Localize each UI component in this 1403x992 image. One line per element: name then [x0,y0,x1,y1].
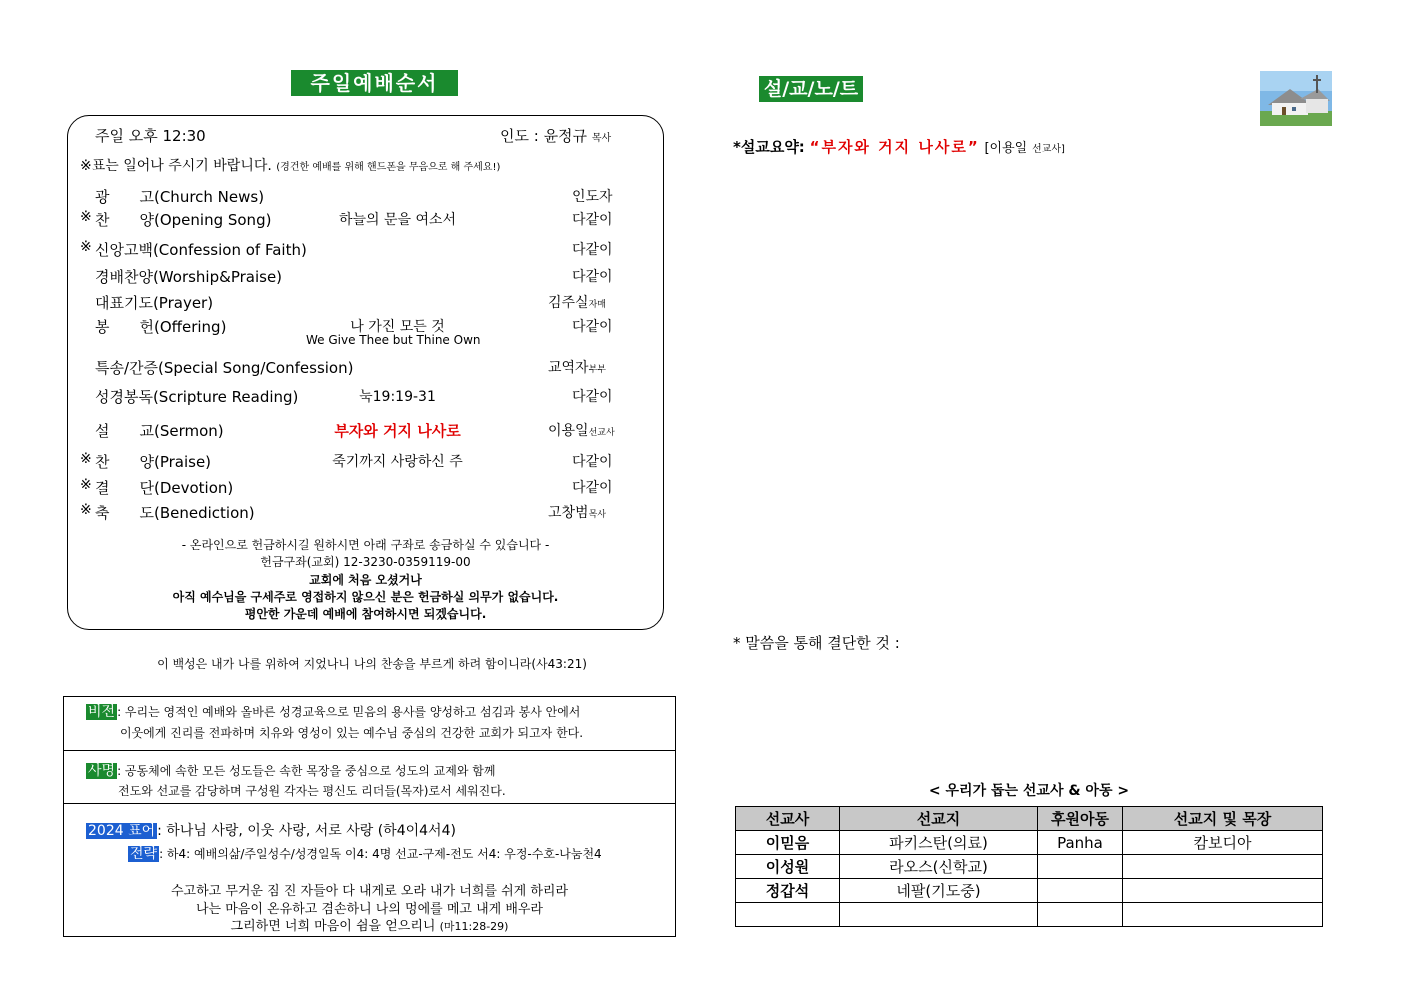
year-motto-label: 2024 표어 [88,823,156,839]
offering-english: We Give Thee but Thine Own [306,333,481,347]
church-photo-icon [1260,71,1332,126]
item-person [548,357,606,377]
header-missionary: 선교사 [736,807,840,831]
sermon-summary-speaker: [이용일 [984,141,1028,156]
table-cell: 네팔(기도중) [840,879,1038,903]
mission-label: 사명 [88,763,116,779]
item-detail: 나 가진 모든 것 [350,319,445,335]
bible-line-3 [63,915,676,934]
item-mark: ※ [80,477,92,493]
item-person [572,477,613,497]
item-person-name: 다같이 [572,212,613,228]
sermon-summary-speaker-title: 선교사] [1032,144,1065,155]
mission-text-1: : 공동체에 속한 모든 성도들은 속한 목장을 중심으로 성도의 교제와 함께 [117,764,496,778]
strategy [128,843,602,863]
vision-line-2: 이웃에게 진리를 전파하며 치유와 영성이 있는 예수님 중심의 건강한 교회가 되고자 한다. [120,726,584,740]
bible-line-3-text: 그리하면 너희 마음이 쉼을 얻으리니 [230,919,436,934]
service-time: 주일 오후 12:30 [95,127,206,145]
item-person [548,292,606,312]
item-name: 특송/간증(Special Song/Confession) [95,359,354,377]
table-cell [1038,903,1123,927]
item-person [572,186,613,206]
vision-line-1 [86,701,580,721]
item-mark: ※ [80,209,92,225]
item-person-name: 인도자 [572,189,613,205]
table-cell [1123,855,1323,879]
standing-notice-text: ※표는 일어나 주시기 바랍니다. [80,158,272,174]
strategy-text: : 하4: 예배의삶/주일성수/성경일독 이4: 4명 선교-구제-전도 서4: 우정-수호-나눔천4 [159,847,602,861]
item-person [548,502,606,522]
table-cell [1123,903,1323,927]
bible-reference: (마11:28-29) [439,920,509,933]
table-row [736,831,1323,855]
item-person-title: 자매 [588,300,606,310]
table-cell: Panha [1038,831,1123,855]
item-person-name: 다같이 [572,242,613,258]
item-name: 경배찬양(Worship&Praise) [95,268,283,286]
vision-label: 비전 [88,704,116,720]
phone-notice: (경건한 예배를 위해 핸드폰을 무음으로 해 주세요!) [276,162,501,173]
sermon-summary [733,136,1065,157]
item-person-name: 고창범 [548,505,589,521]
item-person [572,266,613,286]
item-mark: ※ [80,451,92,467]
item-person [572,239,613,259]
missionary-table-title: < 우리가 돕는 선교사 & 아동 > [928,783,1130,799]
item-detail: 부자와 거지 나사로 [334,422,461,440]
item-detail: 하늘의 문을 여소서 [338,212,457,228]
item-mark: ※ [80,502,92,518]
item-person-name: 교역자 [548,360,589,376]
table-row [736,855,1323,879]
item-detail: 죽기까지 사랑하신 주 [332,454,463,470]
item-person [548,420,615,440]
item-person-name: 다같이 [572,480,613,496]
item-person-title: 선교사 [588,428,615,438]
item-name: 결 단(Devotion) [95,479,234,497]
table-cell: 이믿음 [736,831,840,855]
leader-title: 목사 [591,133,612,144]
bible-line-2: 나는 마음이 온유하고 겸손하니 나의 멍에를 메고 내게 배우라 [195,902,543,917]
table-row [736,903,1323,927]
table-cell: 파키스탄(의료) [840,831,1038,855]
welcome-line-3: 평안한 가운데 예배에 참여하시면 되겠습니다. [244,607,487,621]
item-person [572,316,613,336]
sermon-summary-title: “부자와 거지 나사로” [809,138,980,156]
mission-line-2: 전도와 선교를 감당하며 구성원 각자는 평신도 리더들(목자)로서 세워진다. [118,784,506,798]
item-person-title: 부부 [588,365,606,375]
mission-line-1 [86,760,495,780]
bible-line-1: 수고하고 무거운 짐 진 자들아 다 내게로 오라 내가 너희를 쉬게 하리라 [170,884,569,899]
leader-label: 인도 : 윤정규 [500,127,588,145]
header-field-and-group: 선교지 및 목장 [1123,807,1323,831]
year-motto [86,820,456,840]
welcome-line-1: 교회에 처음 오셨거나 [309,573,422,587]
item-person-name: 다같이 [572,319,613,335]
item-person-name: 이용일 [548,423,589,439]
table-cell [840,903,1038,927]
leader [500,125,611,146]
item-person [572,209,613,229]
item-name: 성경봉독(Scripture Reading) [95,388,299,406]
item-name: 축 도(Benediction) [95,504,255,522]
standing-notice [80,155,500,175]
table-cell: 이성원 [736,855,840,879]
offering-account: 헌금구좌(교회) 12-3230-0359119-00 [260,555,471,569]
missionary-table [735,806,1323,927]
header-sponsored-child: 후원아동 [1038,807,1123,831]
item-person-title: 목사 [588,510,606,520]
strategy-label: 전략 [130,846,158,862]
table-row [736,879,1323,903]
table-cell: 정갑석 [736,879,840,903]
table-cell: 라오스(신학교) [840,855,1038,879]
header-mission-field: 선교지 [840,807,1038,831]
vision-text-1: : 우리는 영적인 예배와 올바른 성경교육으로 믿음의 용사를 양성하고 섬김과 봉사 안에서 [117,705,581,719]
item-name: 신앙고백(Confession of Faith) [95,241,307,259]
item-person-name: 다같이 [572,269,613,285]
decision-label: * 말씀을 통해 결단한 것 : [733,634,900,652]
item-name: 대표기도(Prayer) [95,294,214,312]
online-offering-note: - 온라인으로 헌금하시길 원하시면 아래 구좌로 송금하실 수 있습니다 - [181,538,550,552]
item-person [572,451,613,471]
worship-order-title: 주일예배순서 [291,70,458,96]
theme-verse: 이 백성은 내가 나를 위하여 지었나니 나의 찬송을 부르게 하려 함이니라(사43:21) [157,657,587,671]
year-motto-text: : 하나님 사랑, 이웃 사랑, 서로 사랑 (하4이4서4) [157,823,456,839]
item-person-name: 다같이 [572,389,613,405]
table-cell [1038,855,1123,879]
item-name: 설 교(Sermon) [95,422,224,440]
item-detail: 눅19:19-31 [359,389,436,405]
item-name: 봉 헌(Offering) [95,318,227,336]
item-person-name: 다같이 [572,454,613,470]
table-cell [1123,879,1323,903]
welcome-line-2: 아직 예수님을 구세주로 영접하지 않으신 분은 헌금하실 의무가 없습니다. [172,590,559,604]
item-name: 찬 양(Opening Song) [95,211,272,229]
item-mark: ※ [80,239,92,255]
sermon-note-title: 설/교/노/트 [759,76,863,102]
table-cell [1038,879,1123,903]
item-name: 찬 양(Praise) [95,453,212,471]
sermon-summary-label: *설교요약: [733,138,805,156]
table-cell: 캄보디아 [1123,831,1323,855]
item-name: 광 고(Church News) [95,188,265,206]
item-person-name: 김주실 [548,295,589,311]
table-cell [736,903,840,927]
item-person [572,386,613,406]
